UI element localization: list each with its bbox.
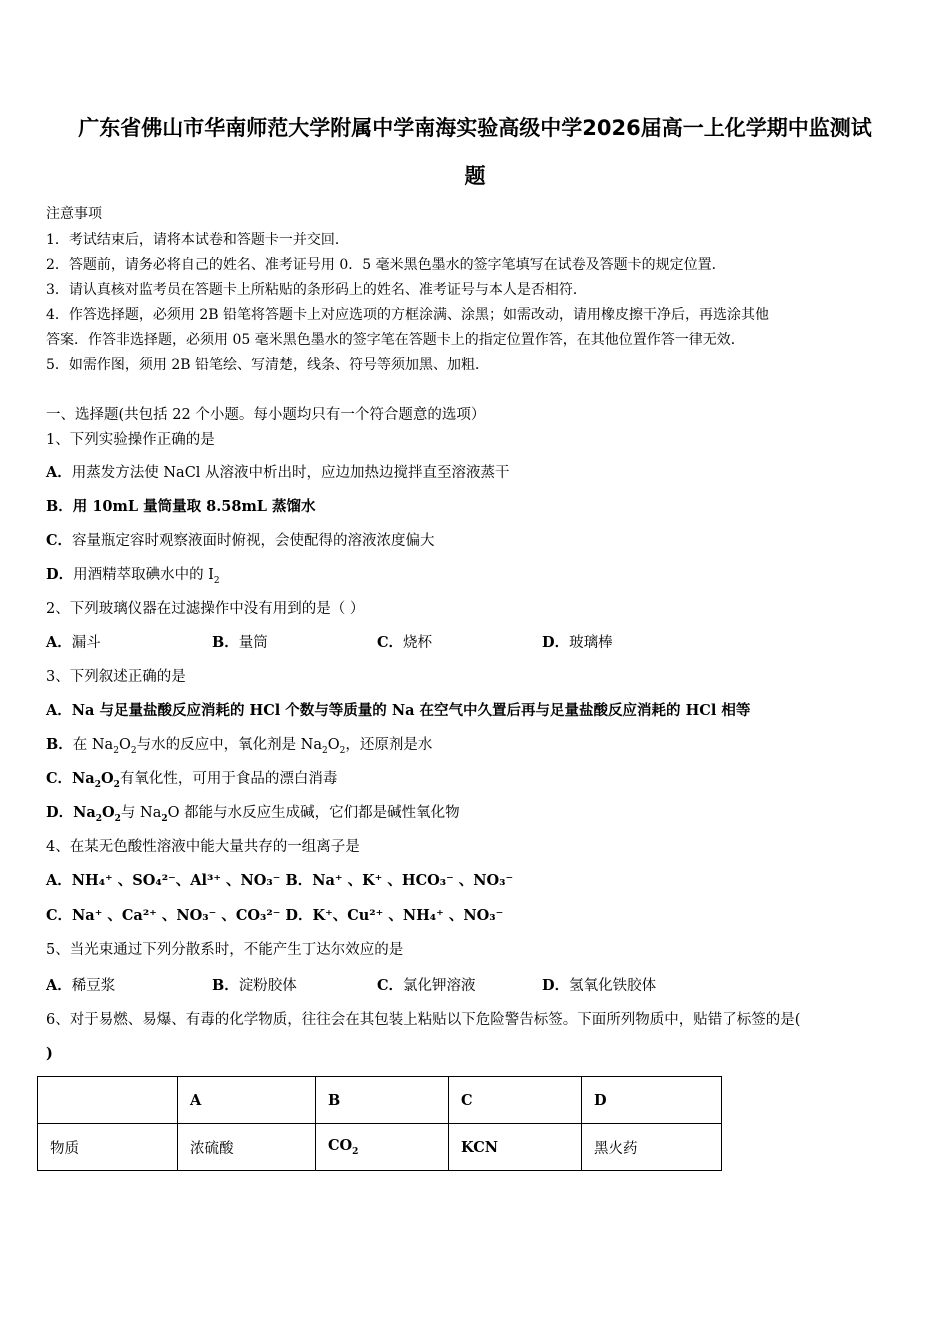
section-heading: 一、选择题(共包括 22 个小题。每小题均只有一个符合题意的选项）	[46, 407, 486, 423]
q2-option-d: D．玻璃棒	[542, 634, 613, 651]
option-text: 用蒸发方法使 NaCl 从溶液中析出时，应边加热边搅拌直至溶液蒸干	[71, 465, 510, 481]
q2-option-b: B．量筒	[212, 634, 268, 651]
notice-item: 3．请认真核对监考员在答题卡上所粘贴的条形码上的姓名、准考证号与本人是否相符．	[46, 282, 587, 298]
question-3-stem: 3、下列叙述正确的是	[46, 669, 186, 685]
table-header-row	[38, 1077, 722, 1124]
q4-options-row-2: C．Na⁺ 、Ca²⁺ 、NO₃⁻ 、CO₃²⁻ D．K⁺、Cu²⁺ 、NH₄⁺ 、NO₃⁻	[46, 907, 504, 924]
q5-option-a: A．稀豆浆	[46, 977, 116, 994]
hazard-table	[37, 1076, 722, 1171]
table-cell: KCN	[449, 1124, 582, 1171]
question-1-stem: 1、下列实验操作正确的是	[46, 432, 215, 448]
notice-item: 答案．作答非选择题，必须用 05 毫米黑色墨水的签字笔在答题卡上的指定位置作答，在其他位置作答一律无效．	[46, 332, 745, 348]
q4-options-row-1: A．NH₄⁺ 、SO₄²⁻、Al³⁺ 、NO₃⁻ B．Na⁺ 、K⁺ 、HCO₃⁻ 、NO₃⁻	[46, 872, 514, 889]
question-5-stem: 5、当光束通过下列分散系时，不能产生丁达尔效应的是	[46, 942, 404, 958]
page-title-continued: 题	[464, 164, 486, 188]
notice-item: 4．作答选择题，必须用 2B 铅笔将答题卡上对应选项的方框涂满、涂黑；如需改动，请用橡皮擦干净后，再选涂其他	[46, 307, 769, 323]
q2-option-a: A．漏斗	[46, 634, 101, 651]
option-text: 容量瓶定容时观察液面时俯视，会使配得的溶液浓度偏大	[72, 533, 435, 549]
table-cell: 浓硫酸	[178, 1124, 316, 1171]
subscript: 2	[213, 575, 220, 586]
table-row	[38, 1124, 722, 1171]
q3-option-a: A．Na 与足量盐酸反应消耗的 HCl 个数与等质量的 Na 在空气中久置后再与足量盐酸反应消耗的 HCl 相等	[46, 702, 751, 719]
table-cell: C	[449, 1077, 582, 1124]
q3-option-d: D．$Na_2O_2$与 $Na_2O$ 都能与水反应生成碱，它们都是碱性氧化物	[46, 804, 460, 824]
q5-option-b: B．淀粉胶体	[212, 977, 297, 994]
table-cell: D	[582, 1077, 722, 1124]
notice-heading: 注意事项	[46, 206, 102, 222]
q1-option-a	[46, 461, 510, 482]
table-cell: 黑火药	[582, 1124, 722, 1171]
q3-option-b: B．在 $Na_2O_2$与水的反应中，氧化剂是 $Na_2O_2$，还原剂是水	[46, 736, 433, 756]
page-title: 广东省佛山市华南师范大学附属中学南海实验高级中学2026届高一上化学期中监测试	[78, 116, 872, 140]
option-label: B．	[46, 498, 73, 515]
option-label: D．	[46, 566, 74, 583]
question-6-stem-continued: )	[46, 1045, 53, 1062]
table-cell: B	[316, 1077, 449, 1124]
option-text: 用酒精萃取碘水中的 I	[73, 567, 214, 583]
q1-option-b	[46, 495, 316, 516]
q3-option-c: C．$Na_2O_2$有氧化性，可用于食品的漂白消毒	[46, 770, 338, 790]
notice-item: 2．答题前，请务必将自己的姓名、准考证号用 0．5 毫米黑色墨水的签字笔填写在试卷及答题卡的规定位置．	[46, 257, 726, 273]
q1-option-c	[46, 529, 435, 550]
q5-option-d: D．氢氧化铁胶体	[542, 977, 657, 994]
question-6-stem: 6、对于易燃、易爆、有毒的化学物质，往往会在其包装上粘贴以下危险警告标签。下面所列物质中，贴错了标签的是(	[46, 1012, 801, 1028]
table-cell: A	[178, 1077, 316, 1124]
table-cell: 物质	[38, 1124, 178, 1171]
question-2-stem: 2、下列玻璃仪器在过滤操作中没有用到的是（ ）	[46, 601, 365, 617]
notice-item: 1．考试结束后，请将本试卷和答题卡一并交回．	[46, 232, 349, 248]
q1-option-d	[46, 563, 220, 586]
option-text: 用 10mL 量筒量取 8.58mL 蒸馏水	[72, 498, 316, 515]
notice-item: 5．如需作图，须用 2B 铅笔绘、写清楚，线条、符号等须加黑、加粗．	[46, 357, 490, 373]
table-cell: $CO_2$	[316, 1124, 449, 1171]
q5-option-c: C．氯化钾溶液	[377, 977, 476, 994]
option-label: C．	[46, 532, 73, 549]
table-cell	[38, 1077, 178, 1124]
q2-option-c: C．烧杯	[377, 634, 433, 651]
question-4-stem: 4、在某无色酸性溶液中能大量共存的一组离子是	[46, 839, 360, 855]
option-label: A．	[46, 464, 72, 481]
